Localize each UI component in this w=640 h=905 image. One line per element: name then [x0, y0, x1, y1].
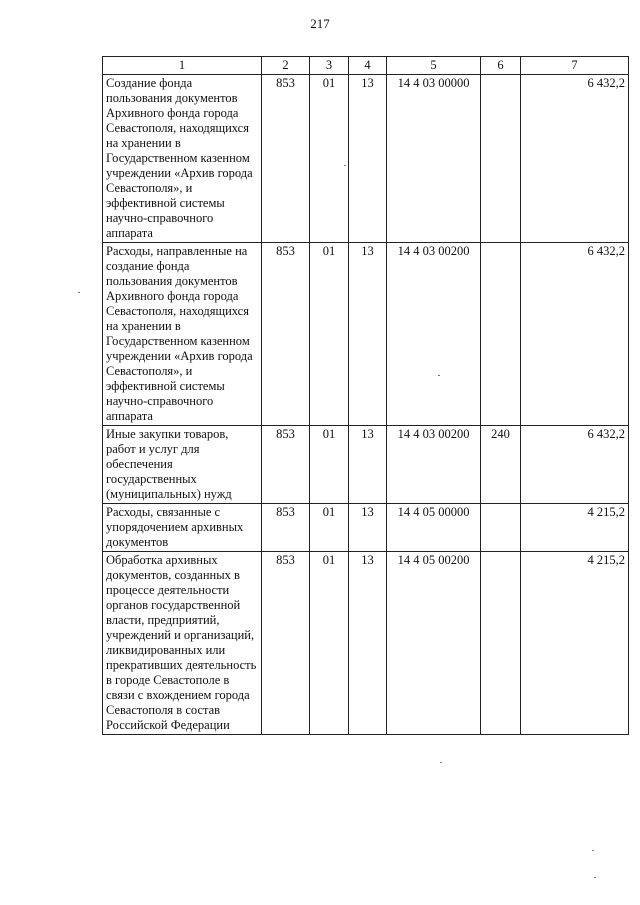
row-col-6: 240 — [481, 426, 521, 504]
row-col-4: 13 — [349, 504, 387, 552]
table-header-row — [103, 57, 629, 75]
table-row — [103, 504, 629, 552]
table-row — [103, 243, 629, 426]
header-col-1: 1 — [103, 57, 262, 75]
row-col-5: 14 4 03 00200 — [387, 426, 481, 504]
header-col-5: 5 — [387, 57, 481, 75]
row-col-3: 01 — [310, 504, 349, 552]
header-col-4: 4 — [349, 57, 387, 75]
row-name: Создание фонда пользования документов Архивного фонда города Севастополя, находящихся на хранении в Государственном казенном учреждении «Архив города Севастополя», и эффективной системы научно-справочного аппарата — [103, 75, 262, 243]
row-col-3: 01 — [310, 243, 349, 426]
row-col-2: 853 — [262, 504, 310, 552]
row-name: Обработка архивных документов, созданных в процессе деятельности органов государственной власти, предприятий, учреждений и организаций, ликвидированных или прекративших деятельность в городе Севастополе в связи с вхождением города Севастополя в состав Российской Федерации — [103, 552, 262, 735]
row-col-7: 4 215,2 — [521, 504, 629, 552]
row-col-7: 6 432,2 — [521, 243, 629, 426]
row-col-5: 14 4 03 00000 — [387, 75, 481, 243]
row-col-6 — [481, 75, 521, 243]
page-number: 217 — [310, 16, 330, 31]
row-col-2: 853 — [262, 243, 310, 426]
row-col-4: 13 — [349, 75, 387, 243]
row-col-2: 853 — [262, 426, 310, 504]
header-col-7: 7 — [521, 57, 629, 75]
row-col-5: 14 4 03 00200 — [387, 243, 481, 426]
budget-table — [102, 56, 629, 735]
row-col-2: 853 — [262, 75, 310, 243]
table-row — [103, 552, 629, 735]
scan-speck — [594, 877, 596, 878]
row-col-3: 01 — [310, 75, 349, 243]
row-col-5: 14 4 05 00200 — [387, 552, 481, 735]
row-name: Расходы, связанные с упорядочением архивных документов — [103, 504, 262, 552]
row-col-7: 6 432,2 — [521, 75, 629, 243]
header-col-3: 3 — [310, 57, 349, 75]
row-col-2: 853 — [262, 552, 310, 735]
row-col-6 — [481, 504, 521, 552]
row-name: Расходы, направленные на создание фонда пользования документов Архивного фонда города Севастополя, находящихся на хранении в Государственном казенном учреждении «Архив города Севастополя», и эффективной системы научно-справочного аппарата — [103, 243, 262, 426]
row-col-6 — [481, 243, 521, 426]
table-row — [103, 75, 629, 243]
header-col-6: 6 — [481, 57, 521, 75]
scan-speck — [438, 375, 440, 376]
scan-speck — [592, 850, 594, 851]
row-col-4: 13 — [349, 552, 387, 735]
scan-speck — [78, 292, 80, 293]
scan-speck — [440, 762, 442, 763]
table-row — [103, 426, 629, 504]
header-col-2: 2 — [262, 57, 310, 75]
row-col-3: 01 — [310, 552, 349, 735]
row-col-3: 01 — [310, 426, 349, 504]
row-col-7: 4 215,2 — [521, 552, 629, 735]
scan-speck — [344, 165, 346, 166]
row-col-6 — [481, 552, 521, 735]
row-col-4: 13 — [349, 426, 387, 504]
row-col-5: 14 4 05 00000 — [387, 504, 481, 552]
row-name: Иные закупки товаров, работ и услуг для обеспечения государственных (муниципальных) нужд — [103, 426, 262, 504]
row-col-4: 13 — [349, 243, 387, 426]
row-col-7: 6 432,2 — [521, 426, 629, 504]
